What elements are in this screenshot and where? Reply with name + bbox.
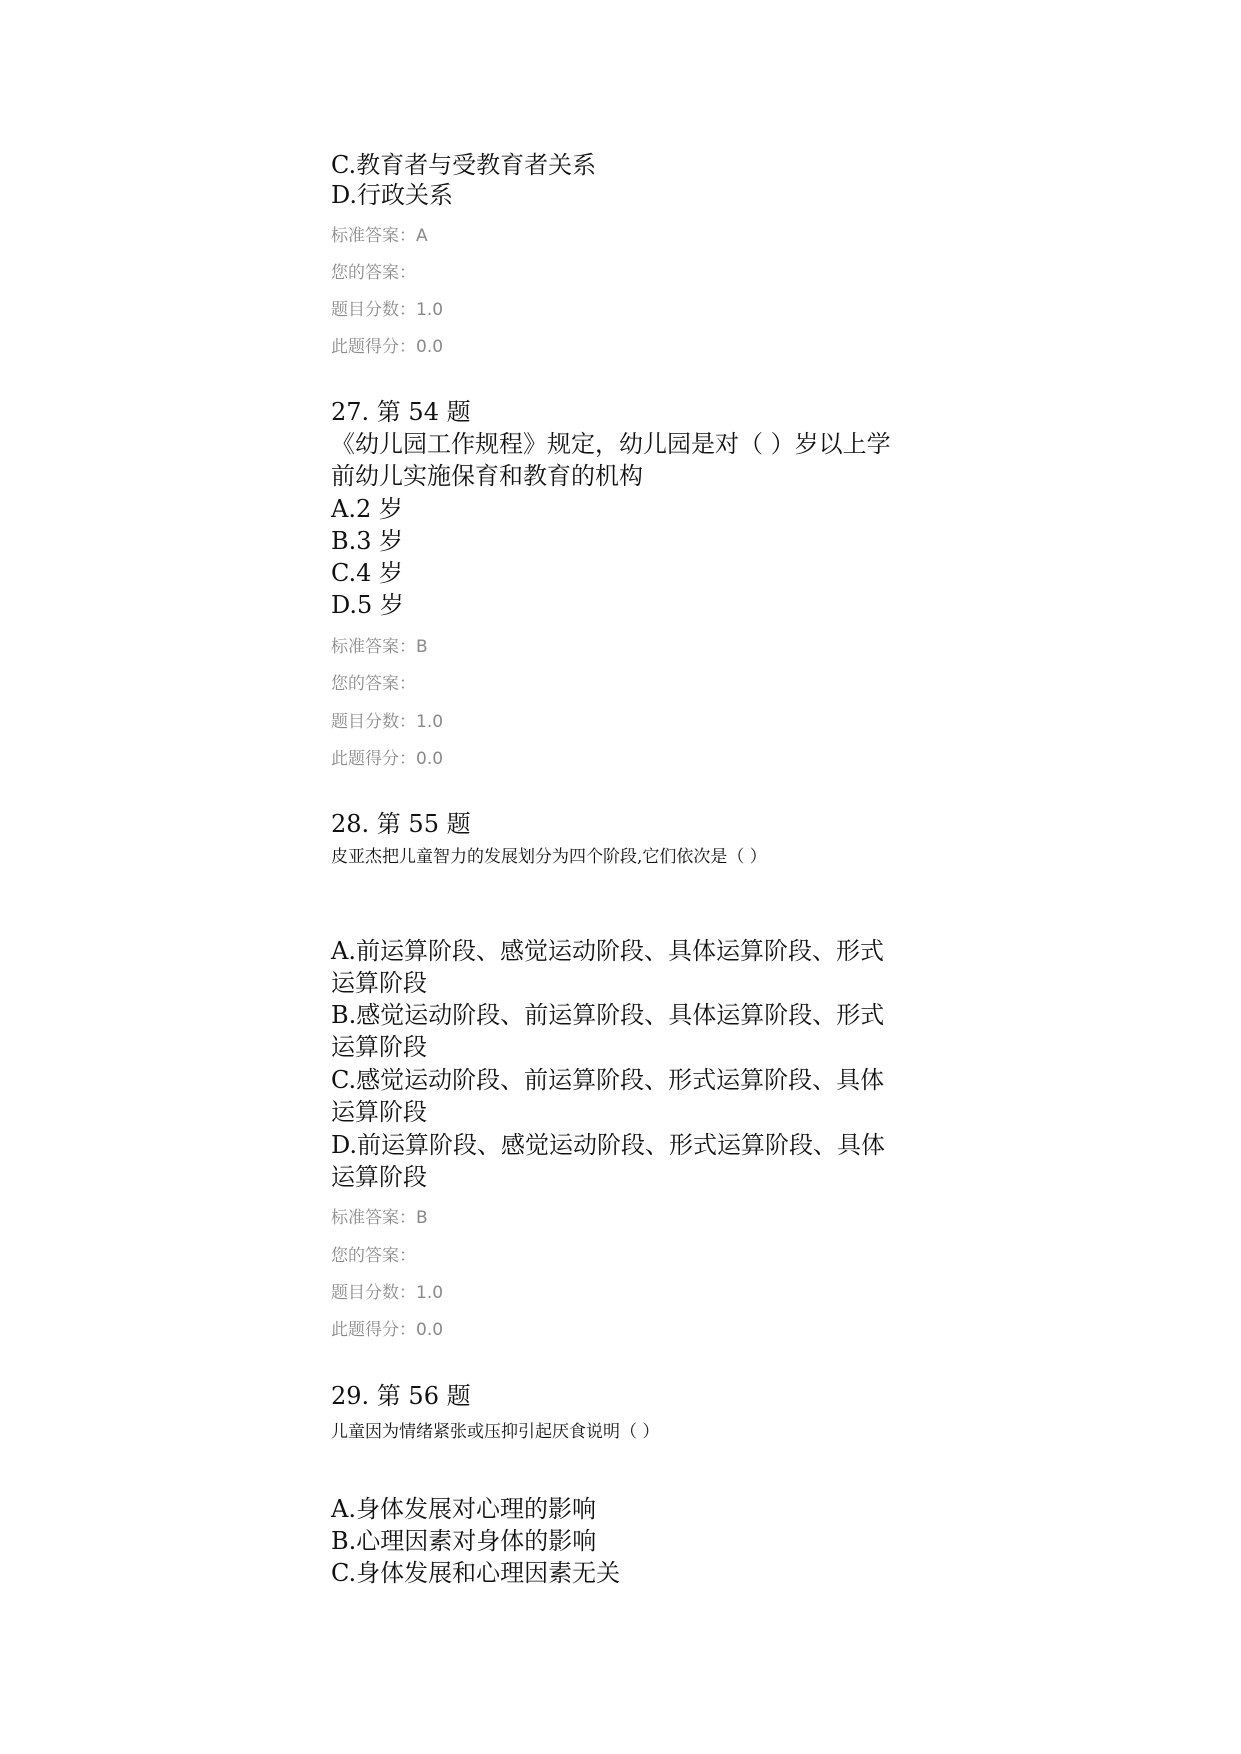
option-c: C.教育者与受教育者关系 (331, 151, 597, 179)
question-title: 27. 第 54 题 (331, 398, 471, 426)
your-answer: 您的答案： (331, 1246, 416, 1266)
option-a: A.2 岁 (331, 495, 403, 523)
earned-score: 此题得分：0.0 (331, 1320, 444, 1340)
option-b: B.心理因素对身体的影响 (331, 1527, 597, 1555)
option-b: B.感觉运动阶段、前运算阶段、具体运算阶段、形式 (331, 1001, 885, 1029)
option-d-cont: 运算阶段 (331, 1163, 427, 1191)
option-a-cont: 运算阶段 (331, 969, 427, 997)
standard-answer: 标准答案：B (331, 637, 428, 657)
option-c: C.4 岁 (331, 559, 404, 587)
earned-score: 此题得分：0.0 (331, 749, 444, 769)
standard-answer: 标准答案：A (331, 226, 428, 246)
option-a: A.身体发展对心理的影响 (331, 1495, 596, 1523)
option-c: C.身体发展和心理因素无关 (331, 1559, 621, 1587)
question-title: 29. 第 56 题 (331, 1382, 471, 1410)
option-c-cont: 运算阶段 (331, 1098, 427, 1126)
question-score: 题目分数：1.0 (331, 712, 444, 732)
option-b-cont: 运算阶段 (331, 1033, 427, 1061)
question-stem-line: 前幼儿实施保育和教育的机构 (331, 462, 643, 490)
your-answer: 您的答案： (331, 263, 416, 283)
question-stem-line: 《幼儿园工作规程》规定，幼儿园是对（ ）岁以上学 (331, 430, 891, 458)
option-a: A.前运算阶段、感觉运动阶段、具体运算阶段、形式 (331, 937, 884, 965)
question-stem: 儿童因为情绪紧张或压抑引起厌食说明（ ） (331, 1422, 660, 1442)
earned-score: 此题得分：0.0 (331, 337, 444, 357)
standard-answer: 标准答案：B (331, 1208, 428, 1228)
option-b: B.3 岁 (331, 527, 404, 555)
question-score: 题目分数：1.0 (331, 1283, 444, 1303)
option-d: D.5 岁 (331, 591, 404, 619)
option-d: D.前运算阶段、感觉运动阶段、形式运算阶段、具体 (331, 1131, 886, 1159)
question-stem: 皮亚杰把儿童智力的发展划分为四个阶段,它们依次是（ ） (331, 847, 767, 867)
option-d: D.行政关系 (331, 181, 454, 209)
your-answer: 您的答案： (331, 674, 416, 694)
option-c: C.感觉运动阶段、前运算阶段、形式运算阶段、具体 (331, 1066, 885, 1094)
question-score: 题目分数：1.0 (331, 300, 444, 320)
question-title: 28. 第 55 题 (331, 810, 471, 838)
